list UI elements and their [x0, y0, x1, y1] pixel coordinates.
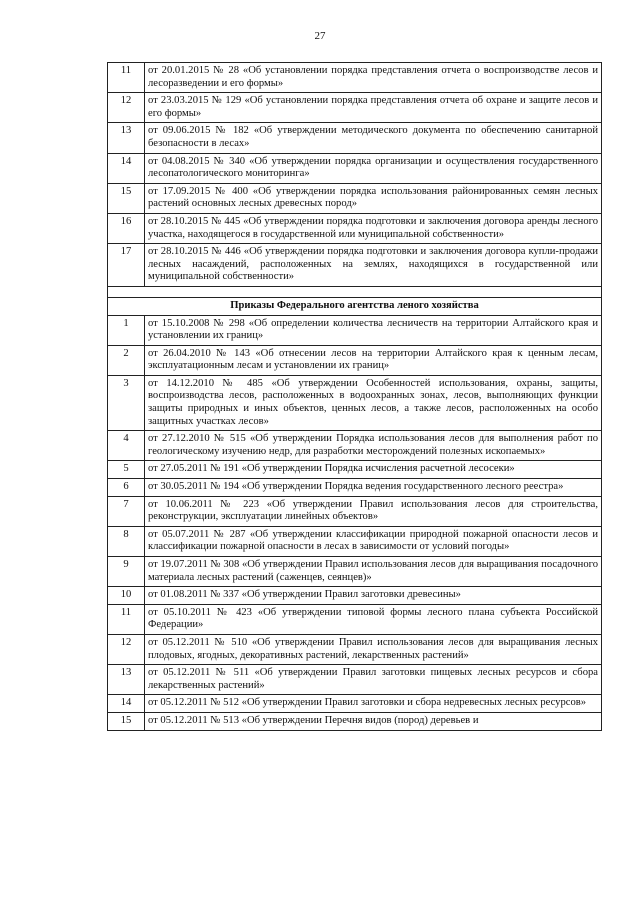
row-text: от 05.07.2011 № 287 «Об утверждении классификации природной пожарной опасности лесов и классификации пожарной опасности в лесах в зависимости от условий погоды»: [145, 526, 602, 556]
row-number: 8: [108, 526, 145, 556]
row-number: 15: [108, 712, 145, 730]
agency-order-row: [108, 695, 602, 713]
row-number: 13: [108, 665, 145, 695]
agency-order-row: [108, 587, 602, 605]
row-number: 5: [108, 461, 145, 479]
agency-order-row: [108, 375, 602, 430]
row-number: 16: [108, 213, 145, 243]
ministry-order-row: [108, 123, 602, 153]
spacer-cell: [108, 286, 602, 297]
row-text: от 05.12.2011 № 510 «Об утверждении Правил использования лесов для выращивания лесных плодовых, ягодных, декоративных растений, лекарственных растений»: [145, 634, 602, 664]
row-number: 17: [108, 244, 145, 287]
ministry-order-row: [108, 63, 602, 93]
row-text: от 30.05.2011 № 194 «Об утверждении Порядка ведения государственного лесного реестра»: [145, 479, 602, 497]
section-title: Приказы Федерального агентства леного хозяйства: [108, 297, 602, 315]
ministry-order-row: [108, 213, 602, 243]
row-number: 3: [108, 375, 145, 430]
row-number: 2: [108, 345, 145, 375]
row-text: от 01.08.2011 № 337 «Об утверждении Правил заготовки древесины»: [145, 587, 602, 605]
ministry-order-row: [108, 93, 602, 123]
row-number: 11: [108, 604, 145, 634]
row-text: от 28.10.2015 № 445 «Об утверждении порядка подготовки и заключения договора аренды лесного участка, находящегося в государственной или муниципальной собственности»: [145, 213, 602, 243]
agency-order-row: [108, 496, 602, 526]
ministry-order-row: [108, 153, 602, 183]
row-number: 4: [108, 431, 145, 461]
page-number: 27: [314, 30, 326, 42]
row-number: 12: [108, 634, 145, 664]
row-text: от 05.12.2011 № 513 «Об утверждении Перечня видов (пород) деревьев и: [145, 712, 602, 730]
row-text: от 14.12.2010 № 485 «Об утверждении Особенностей использования, охраны, защиты, воспроизводства лесов, расположенных в водоохранных зонах, лесов, выполняющих функции защиты природных и иных объектов, ценных лесов, а также лесов, расположенных на особо защитных участках лесов»: [145, 375, 602, 430]
agency-order-row: [108, 557, 602, 587]
agency-order-row: [108, 315, 602, 345]
ministry-order-row: [108, 183, 602, 213]
row-text: от 28.10.2015 № 446 «Об утверждении порядка подготовки и заключения договора купли-продажи лесных насаждений, расположенных на землях, находящихся в государственной или муниципальной собственности»: [145, 244, 602, 287]
row-number: 14: [108, 695, 145, 713]
agency-order-row: [108, 461, 602, 479]
row-number: 11: [108, 63, 145, 93]
agency-order-row: [108, 634, 602, 664]
agency-order-row: [108, 712, 602, 730]
row-number: 9: [108, 557, 145, 587]
row-text: от 05.12.2011 № 511 «Об утверждении Правил заготовки пищевых лесных ресурсов и сбора лекарственных растений»: [145, 665, 602, 695]
row-number: 12: [108, 93, 145, 123]
row-text: от 26.04.2010 № 143 «Об отнесении лесов на территории Алтайского края к ценным лесам, эксплуатационным лесам и установлении их границ»: [145, 345, 602, 375]
row-text: от 15.10.2008 № 298 «Об определении количества лесничеств на территории Алтайского края и установлении их границ»: [145, 315, 602, 345]
agency-order-row: [108, 526, 602, 556]
agency-order-row: [108, 604, 602, 634]
row-number: 14: [108, 153, 145, 183]
row-number: 15: [108, 183, 145, 213]
row-number: 10: [108, 587, 145, 605]
row-text: от 17.09.2015 № 400 «Об утверждении порядка использования районированных семян лесных растений основных лесных древесных пород»: [145, 183, 602, 213]
agency-order-row: [108, 431, 602, 461]
row-number: 7: [108, 496, 145, 526]
row-text: от 27.05.2011 № 191 «Об утверждении Порядка исчисления расчетной лесосеки»: [145, 461, 602, 479]
row-number: 6: [108, 479, 145, 497]
row-text: от 10.06.2011 № 223 «Об утверждении Правил использования лесов для строительства, реконструкции, эксплуатации линейных объектов»: [145, 496, 602, 526]
document-table: [107, 62, 602, 731]
spacer-row: [108, 286, 602, 297]
row-text: от 19.07.2011 № 308 «Об утверждении Правил использования лесов для выращивания посадочного материала лесных растений (саженцев, сеянцев)»: [145, 557, 602, 587]
row-number: 1: [108, 315, 145, 345]
row-text: от 23.03.2015 № 129 «Об установлении порядка представления отчета об охране и защите лесов и его формы»: [145, 93, 602, 123]
row-text: от 05.12.2011 № 512 «Об утверждении Правил заготовки и сбора недревесных лесных ресурсов»: [145, 695, 602, 713]
row-text: от 05.10.2011 № 423 «Об утверждении типовой формы лесного плана субъекта Российской Федерации»: [145, 604, 602, 634]
ministry-order-row: [108, 244, 602, 287]
row-text: от 27.12.2010 № 515 «Об утверждении Порядка использования лесов для выполнения работ по геологическому изучению недр, для разработки месторождений полезных ископаемых»: [145, 431, 602, 461]
agency-order-row: [108, 345, 602, 375]
row-text: от 20.01.2015 № 28 «Об установлении порядка представления отчета о воспроизводстве лесов и лесоразведении и его формы»: [145, 63, 602, 93]
row-text: от 09.06.2015 № 182 «Об утверждении методического документа по обеспечению санитарной безопасности в лесах»: [145, 123, 602, 153]
agency-order-row: [108, 665, 602, 695]
agency-order-row: [108, 479, 602, 497]
row-number: 13: [108, 123, 145, 153]
section-heading-row: [108, 297, 602, 315]
row-text: от 04.08.2015 № 340 «Об утверждении порядка организации и осуществления государственного лесопатологического мониторинга»: [145, 153, 602, 183]
